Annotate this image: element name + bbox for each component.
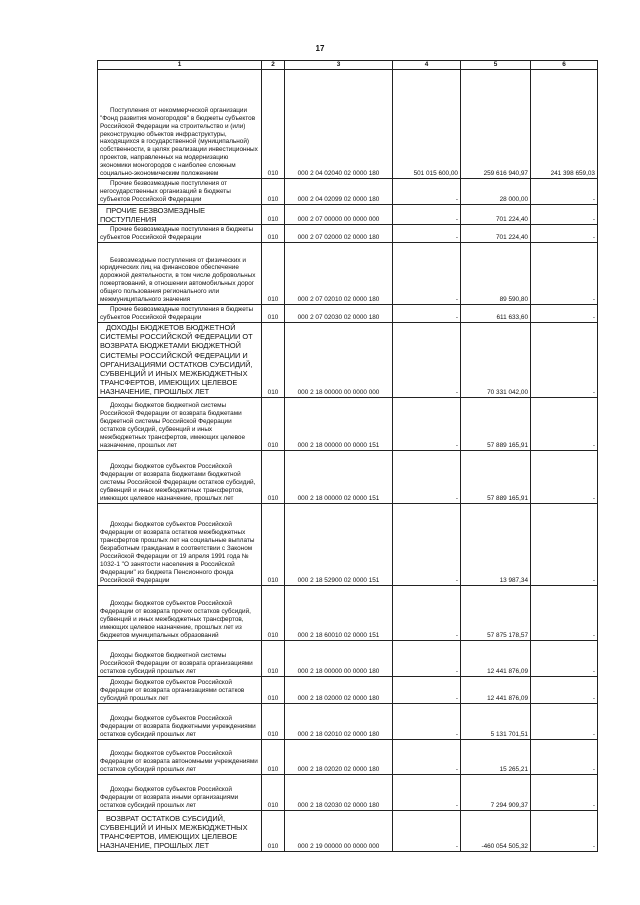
row-kbk: 000 2 18 00000 00 0000 180 [285, 640, 393, 676]
row-col4: - [393, 774, 461, 810]
table-row [98, 774, 598, 810]
row-col4: - [393, 243, 461, 305]
report-table [97, 60, 598, 852]
row-col5: 12 441 876,09 [461, 640, 531, 676]
row-col6: - [531, 243, 598, 305]
column-header: 5 [461, 61, 531, 70]
row-col6: - [531, 810, 598, 851]
row-kbk: 000 2 07 02000 02 0000 180 [285, 225, 393, 243]
row-name: Доходы бюджетов субъектов Российской Федерации от возврата автономными учреждениями остатков субсидий прошлых лет [98, 739, 262, 774]
row-kbk: 000 2 18 00000 02 0000 151 [285, 450, 393, 503]
row-col4: - [393, 450, 461, 503]
row-col5: 7 294 909,37 [461, 774, 531, 810]
row-col5: 57 889 165,91 [461, 450, 531, 503]
row-col4: - [393, 703, 461, 739]
table-row [98, 739, 598, 774]
row-col4: - [393, 397, 461, 450]
row-col4: 501 015 600,00 [393, 70, 461, 179]
row-col5: 12 441 876,09 [461, 676, 531, 703]
row-col4: - [393, 305, 461, 323]
row-col6: - [531, 585, 598, 640]
row-kbk: 000 2 18 00000 00 0000 151 [285, 397, 393, 450]
row-col5: 57 875 178,57 [461, 585, 531, 640]
row-kbk: 000 2 19 00000 00 0000 000 [285, 810, 393, 851]
row-col6: - [531, 703, 598, 739]
row-col5: 57 889 165,91 [461, 397, 531, 450]
row-code: 010 [262, 739, 285, 774]
row-col6: - [531, 450, 598, 503]
table-row [98, 450, 598, 503]
row-kbk: 000 2 18 02010 02 0000 180 [285, 703, 393, 739]
column-header: 4 [393, 61, 461, 70]
row-col4: - [393, 640, 461, 676]
row-col4: - [393, 179, 461, 205]
table-row [98, 305, 598, 323]
row-kbk: 000 2 18 52900 02 0000 151 [285, 503, 393, 585]
row-col5: 28 000,00 [461, 179, 531, 205]
column-header: 2 [262, 61, 285, 70]
row-col6: - [531, 640, 598, 676]
row-code: 010 [262, 397, 285, 450]
row-code: 010 [262, 640, 285, 676]
row-name: Прочие безвозмездные поступления в бюджеты субъектов Российской Федерации [98, 225, 262, 243]
page-number: 17 [315, 44, 325, 53]
row-name: Безвозмездные поступления от физических и юридических лиц на финансовое обеспечение дорожной деятельности, в том числе добровольных пожертвований, в отношении автомобильных дорог общего пользования регионального или межмуниципального значения [98, 243, 262, 305]
row-code: 010 [262, 503, 285, 585]
row-col6: - [531, 225, 598, 243]
row-col4: - [393, 205, 461, 225]
row-name: ПРОЧИЕ БЕЗВОЗМЕЗДНЫЕ ПОСТУПЛЕНИЯ [98, 205, 262, 225]
row-kbk: 000 2 07 02030 02 0000 180 [285, 305, 393, 323]
table-row [98, 503, 598, 585]
row-col5: 89 590,80 [461, 243, 531, 305]
row-code: 010 [262, 585, 285, 640]
table-header-row [98, 61, 598, 70]
table-row [98, 676, 598, 703]
row-name: Поступления от некоммерческой организации "Фонд развития моногородов" в бюджеты субъектов Российской Федерации на строительство и (или) реконструкцию объектов инфраструктуры, находящихся в государственной (муниципальной) собственности, в целях реализации инвестиционных проектов, направленных на модернизацию экономики моногородов с наиболее сложным социально-экономическим положением [98, 70, 262, 179]
row-name: Доходы бюджетов субъектов Российской Федерации от возврата бюджетами бюджетной системы Российской Федерации остатков субсидий, субвенций и иных межбюджетных трансфертов, имеющих целевое назначение, прошлых лет [98, 450, 262, 503]
row-kbk: 000 2 18 00000 00 0000 000 [285, 323, 393, 398]
row-col6: - [531, 305, 598, 323]
row-code: 010 [262, 243, 285, 305]
row-col4: - [393, 810, 461, 851]
row-col4: - [393, 585, 461, 640]
row-kbk: 000 2 04 02040 02 0000 180 [285, 70, 393, 179]
row-col5: 15 265,21 [461, 739, 531, 774]
table-row [98, 70, 598, 179]
row-code: 010 [262, 810, 285, 851]
row-name: Доходы бюджетов субъектов Российской Федерации от возврата организациями остатков субсидий прошлых лет [98, 676, 262, 703]
column-header: 6 [531, 61, 598, 70]
row-col6: - [531, 323, 598, 398]
row-name: Доходы бюджетов бюджетной системы Российской Федерации от возврата организациями остатков субсидий прошлых лет [98, 640, 262, 676]
row-col6: - [531, 179, 598, 205]
row-code: 010 [262, 774, 285, 810]
row-code: 010 [262, 323, 285, 398]
row-code: 010 [262, 450, 285, 503]
table-row [98, 205, 598, 225]
row-col5: -460 054 505,32 [461, 810, 531, 851]
row-col5: 70 331 042,00 [461, 323, 531, 398]
row-name: Доходы бюджетов субъектов Российской Федерации от возврата остатков межбюджетных трансфертов прошлых лет на социальные выплаты безработным гражданам в соответствии с Законом Российской Федерации от 19 апреля 1991 года № 1032-1 "О занятости населения в Российской Федерации" из бюджета Пенсионного фонда Российской Федерации [98, 503, 262, 585]
row-col6: - [531, 774, 598, 810]
row-code: 010 [262, 70, 285, 179]
row-col6: - [531, 397, 598, 450]
row-code: 010 [262, 703, 285, 739]
row-kbk: 000 2 18 60010 02 0000 151 [285, 585, 393, 640]
table-row [98, 179, 598, 205]
row-col6: - [531, 205, 598, 225]
row-name: ДОХОДЫ БЮДЖЕТОВ БЮДЖЕТНОЙ СИСТЕМЫ РОССИЙСКОЙ ФЕДЕРАЦИИ ОТ ВОЗВРАТА БЮДЖЕТАМИ БЮДЖЕТНОЙ СИСТЕМЫ РОССИЙСКОЙ ФЕДЕРАЦИИ И ОРГАНИЗАЦИЯМИ ОСТАТКОВ СУБСИДИЙ, СУБВЕНЦИЙ И ИНЫХ МЕЖБЮДЖЕТНЫХ ТРАНСФЕРТОВ, ИМЕЮЩИХ ЦЕЛЕВОЕ НАЗНАЧЕНИЕ, ПРОШЛЫХ ЛЕТ [98, 323, 262, 398]
row-col5: 13 987,34 [461, 503, 531, 585]
row-name: Доходы бюджетов субъектов Российской Федерации от возврата иными организациями остатков субсидий прошлых лет [98, 774, 262, 810]
row-col6: - [531, 676, 598, 703]
row-kbk: 000 2 07 02010 02 0000 180 [285, 243, 393, 305]
row-name: Доходы бюджетов субъектов Российской Федерации от возврата бюджетными учреждениями остатков субсидий прошлых лет [98, 703, 262, 739]
row-kbk: 000 2 18 02000 02 0000 180 [285, 676, 393, 703]
row-col6: - [531, 739, 598, 774]
row-code: 010 [262, 305, 285, 323]
row-kbk: 000 2 18 02020 02 0000 180 [285, 739, 393, 774]
row-col6: - [531, 503, 598, 585]
row-col6: 241 398 659,03 [531, 70, 598, 179]
row-name: Доходы бюджетов субъектов Российской Федерации от возврата прочих остатков субсидий, субвенций и иных межбюджетных трансфертов, имеющих целевое назначение, прошлых лет из бюджетов муниципальных образований [98, 585, 262, 640]
row-col5: 611 633,60 [461, 305, 531, 323]
table-row [98, 585, 598, 640]
row-kbk: 000 2 04 02099 02 0000 180 [285, 179, 393, 205]
column-header: 1 [98, 61, 262, 70]
row-col4: - [393, 225, 461, 243]
row-code: 010 [262, 676, 285, 703]
row-col5: 701 224,40 [461, 205, 531, 225]
table-row [98, 243, 598, 305]
table-row [98, 323, 598, 398]
row-col4: - [393, 503, 461, 585]
row-col4: - [393, 739, 461, 774]
row-name: Доходы бюджетов бюджетной системы Российской Федерации от возврата бюджетами бюджетной системы Российской Федерации остатков субсидий, субвенций и иных межбюджетных трансфертов, имеющих целевое назначение, прошлых лет [98, 397, 262, 450]
table-row [98, 640, 598, 676]
row-col5: 5 131 701,51 [461, 703, 531, 739]
row-name: Прочие безвозмездные поступления от негосударственных организаций в бюджеты субъектов Российской Федерации [98, 179, 262, 205]
row-col4: - [393, 323, 461, 398]
table-row [98, 810, 598, 851]
table-row [98, 703, 598, 739]
row-name: ВОЗВРАТ ОСТАТКОВ СУБСИДИЙ, СУБВЕНЦИЙ И ИНЫХ МЕЖБЮДЖЕТНЫХ ТРАНСФЕРТОВ, ИМЕЮЩИХ ЦЕЛЕВОЕ НАЗНАЧЕНИЕ, ПРОШЛЫХ ЛЕТ [98, 810, 262, 851]
row-kbk: 000 2 07 00000 00 0000 000 [285, 205, 393, 225]
row-code: 010 [262, 225, 285, 243]
row-col4: - [393, 676, 461, 703]
row-code: 010 [262, 205, 285, 225]
table-row [98, 397, 598, 450]
row-col5: 259 616 940,97 [461, 70, 531, 179]
row-kbk: 000 2 18 02030 02 0000 180 [285, 774, 393, 810]
column-header: 3 [285, 61, 393, 70]
row-name: Прочие безвозмездные поступления в бюджеты субъектов Российской Федерации [98, 305, 262, 323]
row-code: 010 [262, 179, 285, 205]
table-row [98, 225, 598, 243]
row-col5: 701 224,40 [461, 225, 531, 243]
